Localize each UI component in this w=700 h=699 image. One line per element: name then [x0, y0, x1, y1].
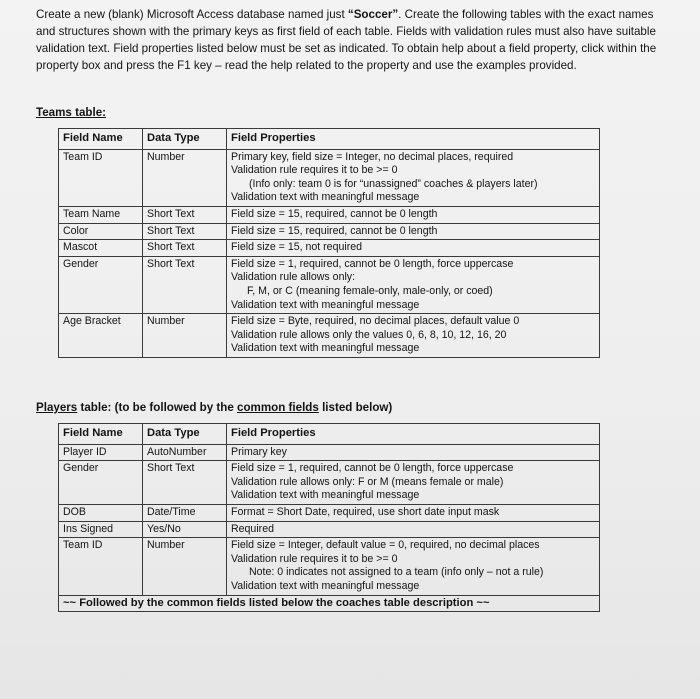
data-type: AutoNumber: [143, 444, 227, 461]
property-line: Required: [231, 522, 274, 535]
players-header-row: [59, 424, 600, 445]
property-line: Primary key, field size = Integer, no decimal places, required: [231, 150, 514, 163]
table-row: [59, 206, 600, 223]
data-type: Date/Time: [143, 504, 227, 521]
field-properties: [227, 149, 600, 206]
intro-text-1: Create a new (blank) Microsoft Access database named just: [36, 8, 348, 21]
table-row: [59, 314, 600, 358]
property-line: Format = Short Date, required, use short date input mask: [231, 505, 500, 518]
property-line: Primary key: [231, 445, 287, 458]
field-name: Team Name: [59, 206, 143, 223]
property-line: Field size = Byte, required, no decimal places, default value 0: [231, 315, 520, 328]
data-type: Yes/No: [143, 521, 227, 538]
field-name: Age Bracket: [59, 314, 143, 358]
table-row: [59, 444, 600, 461]
data-type: Short Text: [143, 223, 227, 240]
field-properties: [227, 521, 600, 538]
property-line: Validation text with meaningful message: [231, 342, 420, 355]
field-name: Color: [59, 223, 143, 240]
header-data-type: Data Type: [143, 129, 227, 150]
table-row: [59, 223, 600, 240]
data-type: Short Text: [143, 461, 227, 505]
property-line: Validation rule allows only:: [231, 271, 356, 284]
players-label-mid: table: (to be followed by the: [77, 401, 238, 414]
intro-paragraph: [36, 6, 664, 74]
header-field-properties: Field Properties: [227, 129, 600, 150]
table-row: [59, 538, 600, 595]
table-row: [59, 149, 600, 206]
intro-text-2: . Create the following tables with the exact names and structures shown with the primary keys as first field of each table. Fields with validation rules must also have suitable validation text. Field properties listed below must be set as indicated. To obtain help about a field property, click within the property box and press the F1 key – read the help related to the property and use the examples provided.: [36, 8, 657, 73]
common-fields-note: [59, 595, 600, 612]
property-line: Validation rule allows only the values 0, 6, 8, 10, 12, 16, 20: [231, 328, 507, 341]
data-type: Number: [143, 149, 227, 206]
data-type: Number: [143, 538, 227, 595]
field-name: Gender: [59, 461, 143, 505]
data-type: Short Text: [143, 206, 227, 223]
property-line: Validation rule requires it to be >= 0: [231, 552, 398, 565]
field-properties: [227, 206, 600, 223]
table-row: [59, 461, 600, 505]
header-field-properties: Field Properties: [227, 424, 600, 445]
property-line: Field size = 15, required, cannot be 0 length: [231, 207, 438, 220]
players-table-label: [36, 401, 392, 414]
table-row: [59, 521, 600, 538]
field-name: Player ID: [59, 444, 143, 461]
table-row: [59, 256, 600, 313]
property-line: Validation rule allows only: F or M (means female or male): [231, 475, 504, 488]
field-name: Ins Signed: [59, 521, 143, 538]
common-fields-note-text: Followed by the common fields listed below the coaches table description: [79, 596, 474, 609]
field-properties: [227, 461, 600, 505]
players-label-end: listed below): [318, 401, 393, 414]
field-name: Team ID: [59, 538, 143, 595]
table-row: [59, 504, 600, 521]
data-type: Number: [143, 314, 227, 358]
property-line: F, M, or C (meaning female-only, male-only, or coed): [247, 284, 493, 297]
header-data-type: Data Type: [143, 424, 227, 445]
teams-table-label: Teams table:: [36, 106, 107, 119]
property-line: Field size = 15, required, cannot be 0 length: [231, 224, 438, 237]
header-field-name: Field Name: [59, 424, 143, 445]
property-line: Field size = 15, not required: [231, 241, 363, 254]
property-line: Validation text with meaningful message: [231, 489, 420, 502]
players-table: [58, 423, 600, 612]
property-line: Field size = 1, required, cannot be 0 length, force uppercase: [231, 462, 514, 475]
property-line: Validation text with meaningful message: [231, 191, 420, 204]
field-name: Mascot: [59, 240, 143, 257]
field-properties: [227, 504, 600, 521]
property-line: Validation text with meaningful message: [231, 298, 420, 311]
property-line: Field size = 1, required, cannot be 0 length, force uppercase: [231, 257, 514, 270]
field-name: DOB: [59, 504, 143, 521]
common-fields-label: common fields: [237, 401, 319, 414]
field-name: Gender: [59, 256, 143, 313]
header-field-name: Field Name: [59, 129, 143, 150]
field-name: Team ID: [59, 149, 143, 206]
property-line: (Info only: team 0 is for “unassigned” coaches & players later): [249, 177, 538, 190]
field-properties: [227, 223, 600, 240]
data-type: Short Text: [143, 256, 227, 313]
field-properties: [227, 314, 600, 358]
property-line: Validation rule requires it to be >= 0: [231, 164, 398, 177]
field-properties: [227, 444, 600, 461]
field-properties: [227, 256, 600, 313]
tilde-mark-left: ~~: [63, 596, 77, 609]
property-line: Note: 0 indicates not assigned to a team (info only – not a rule): [249, 566, 544, 579]
data-type: Short Text: [143, 240, 227, 257]
property-line: Field size = Integer, default value = 0, required, no decimal places: [231, 539, 540, 552]
database-name: “Soccer”: [347, 8, 399, 21]
field-properties: [227, 538, 600, 595]
players-label-name: Players: [36, 401, 78, 414]
teams-header-row: [59, 129, 600, 150]
field-properties: [227, 240, 600, 257]
table-row: [59, 240, 600, 257]
property-line: Validation text with meaningful message: [231, 579, 420, 592]
tilde-mark-right: ~~: [476, 596, 490, 609]
footer-row: [59, 595, 600, 612]
teams-table: [58, 128, 600, 358]
